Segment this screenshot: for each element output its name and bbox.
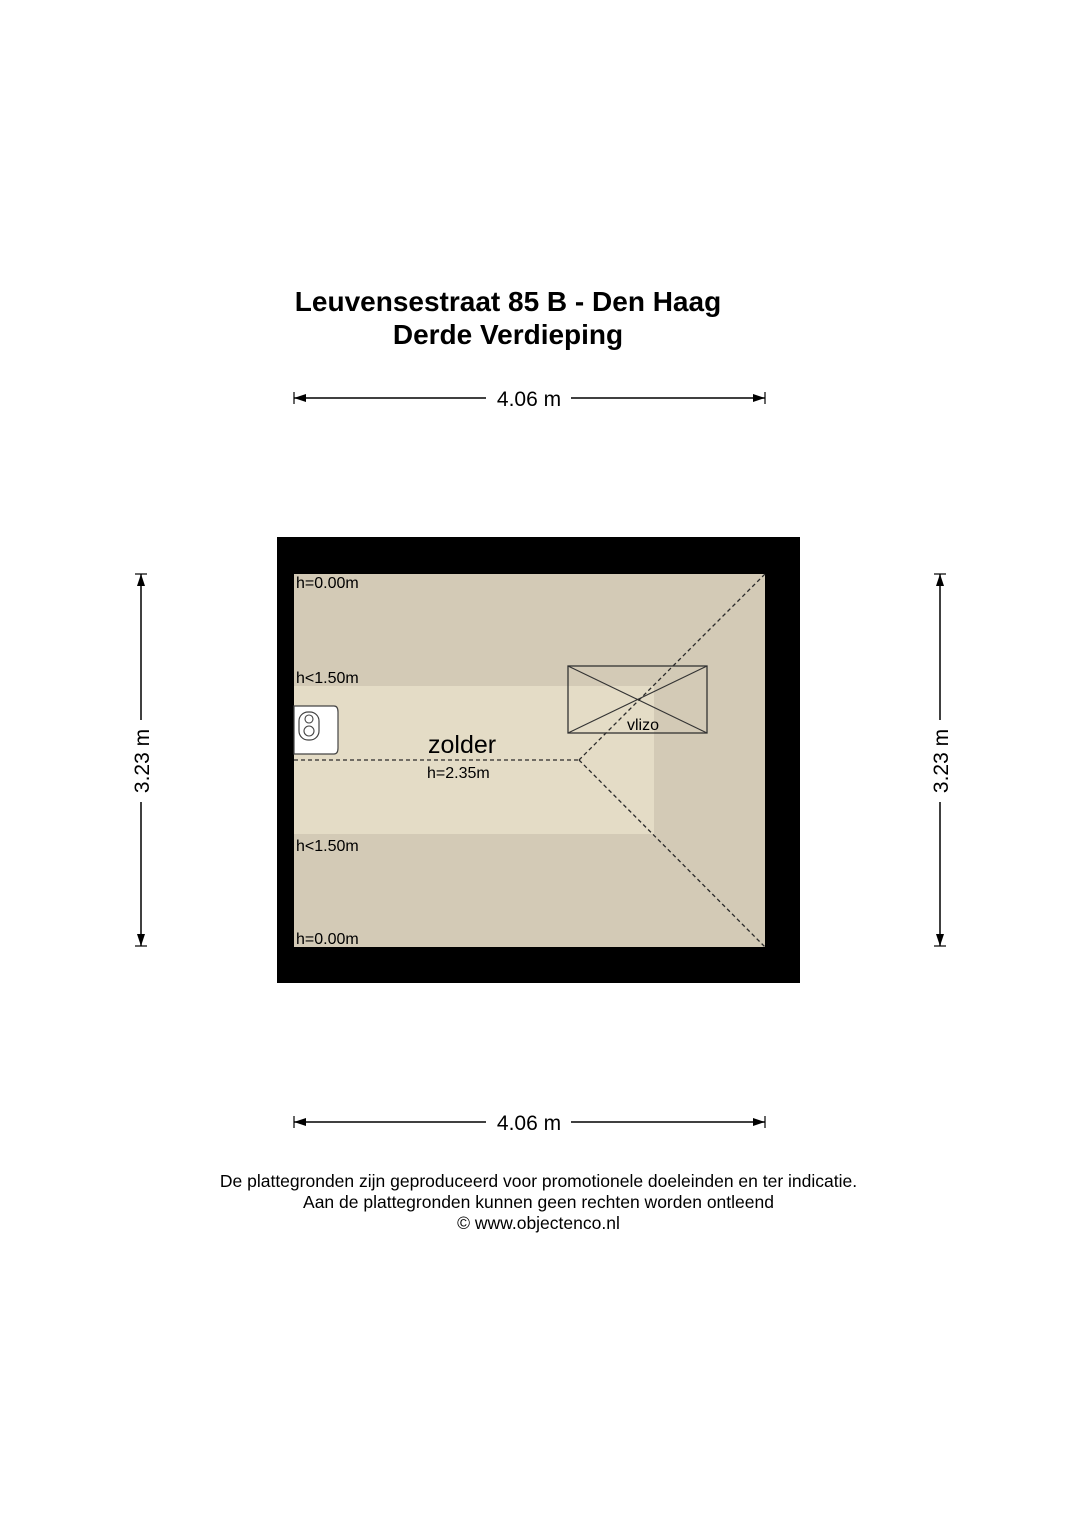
dimension-left-label: 3.23 m — [131, 728, 154, 794]
dimension-bottom — [294, 1112, 765, 1135]
floorplan-address-title: Leuvensestraat 85 B - Den Haag — [294, 286, 722, 317]
height-label-lower-mid: h<1.50m — [296, 838, 359, 855]
height-label-bottom: h=0.00m — [296, 931, 359, 948]
dimension-right-label: 3.23 m — [930, 728, 953, 794]
dimension-bottom-label: 4.06 m — [496, 1112, 562, 1135]
floorplan-floor-title: Derde Verdieping — [392, 319, 624, 350]
dimension-left — [131, 574, 154, 946]
room-height: h=2.35m — [427, 765, 490, 782]
attic-high-ceiling-zone — [294, 686, 654, 834]
boiler-icon — [294, 706, 338, 754]
room-name: zolder — [428, 731, 497, 759]
copyright-line: © www.objectenco.nl — [457, 1213, 620, 1233]
dimension-top — [294, 388, 765, 411]
disclaimer-line-2: Aan de plattegronden kunnen geen rechten worden ontleend — [303, 1192, 774, 1212]
dimension-right — [930, 574, 953, 946]
disclaimer-line-1: De plattegronden zijn geproduceerd voor promotionele doeleinden en ter indicatie. — [219, 1171, 858, 1191]
height-label-top: h=0.00m — [296, 575, 359, 592]
height-label-upper-mid: h<1.50m — [296, 670, 359, 687]
attic-hatch-label: vlizo — [626, 717, 660, 734]
dimension-top-label: 4.06 m — [496, 388, 562, 411]
